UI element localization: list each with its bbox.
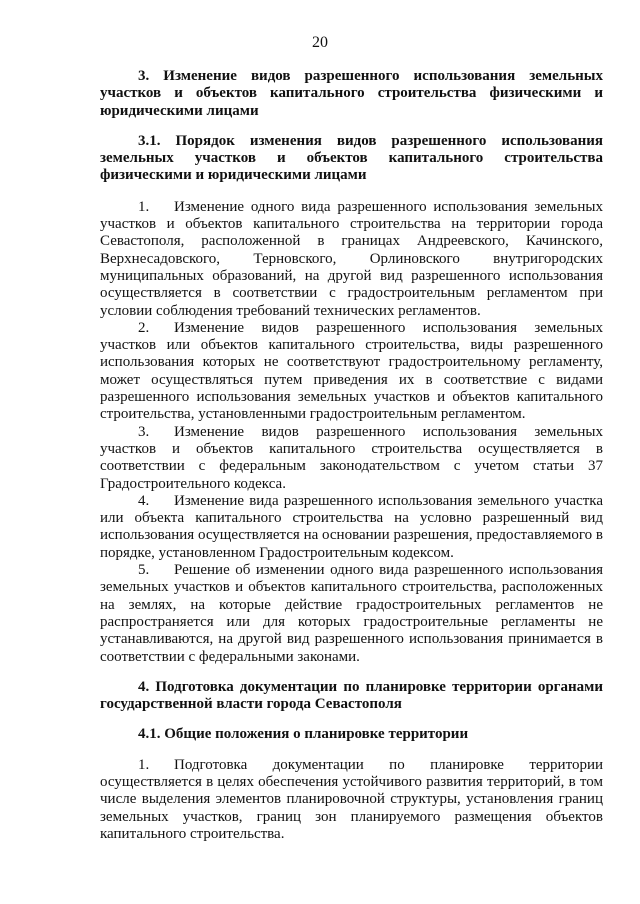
page-number: 20: [312, 34, 328, 51]
paragraph-3-1-5: [100, 562, 603, 666]
paragraph-number: 1.: [138, 198, 150, 215]
paragraph-text: Решение об изменении одного вида разрешенного использования земельных участков и объектов капитального строительства, расположенных на землях, на которые действие градостроительных регламентов не распространяется или для которых градостроительные регламенты не устанавливаются, на другой вид разрешенного использования принимается в соответствии с федеральными законами.: [100, 562, 603, 665]
paragraph-text: Изменение видов разрешенного использования земельных участков или объектов капитального строительства, виды разрешенного использования которых не соответствуют градостроительному регламенту, может осуществляться путем приведения их в соответствие с видами разрешенного использования земельных участков и объектов капитального строительства, установленными градостроительным регламентом.: [100, 319, 603, 423]
paragraph-3-1-4: [100, 493, 603, 562]
section-4-heading: 4. Подготовка документации по планировке территории органами государственной власти города Севастополя: [100, 678, 603, 713]
paragraph-text: Изменение вида разрешенного использования земельного участка или объекта капитального строительства на условно разрешенный вид использования осуществляется на основании разрешения, предоставляемого в порядке, установленном Градостроительным кодексом.: [100, 492, 603, 561]
paragraph-3-1-2: [100, 320, 603, 424]
paragraph-number: 3.: [138, 423, 150, 440]
paragraph-text: Подготовка документации по планировке территории осуществляется в целях обеспечения устойчивого развития территорий, в том числе выделения элементов планировочной структуры, установления границ земельных участков, границ зон планируемого размещения объектов капитального строительства.: [100, 756, 603, 842]
paragraph-text: Изменение видов разрешенного использования земельных участков и объектов капитального строительства осуществляется в соответствии с федеральным законодательством с учетом статьи 37 Градостроительного кодекса.: [100, 423, 603, 492]
section-3-1-heading: 3.1. Порядок изменения видов разрешенного использования земельных участков и объектов капитального строительства физическими и юридическими лицами: [100, 132, 603, 184]
paragraph-number: 4.: [138, 492, 150, 509]
paragraph-3-1-1: [100, 199, 603, 320]
section-4-1-heading: 4.1. Общие положения о планировке территории: [138, 726, 469, 743]
paragraph-number: 2.: [138, 319, 150, 336]
paragraph-4-1-1: [100, 757, 603, 843]
paragraph-number: 1.: [138, 756, 150, 773]
paragraph-text: Изменение одного вида разрешенного использования земельных участков и объектов капитального строительства на территории города Севастополя, расположенной в границах Андреевского, Качинского, Верхнесадовского, Терновского, Орлиновского внутригородских муниципальных образований, на другой вид разрешенного использования осуществляется в соответствии с градостроительным регламентом при условии соблюдения требований технических регламентов.: [100, 198, 603, 319]
document-body: [100, 68, 603, 843]
section-3-heading: 3. Изменение видов разрешенного использования земельных участков и объектов капитального строительства физическими и юридическими лицами: [100, 68, 603, 119]
paragraph-3-1-3: [100, 424, 603, 493]
paragraph-number: 5.: [138, 562, 150, 579]
